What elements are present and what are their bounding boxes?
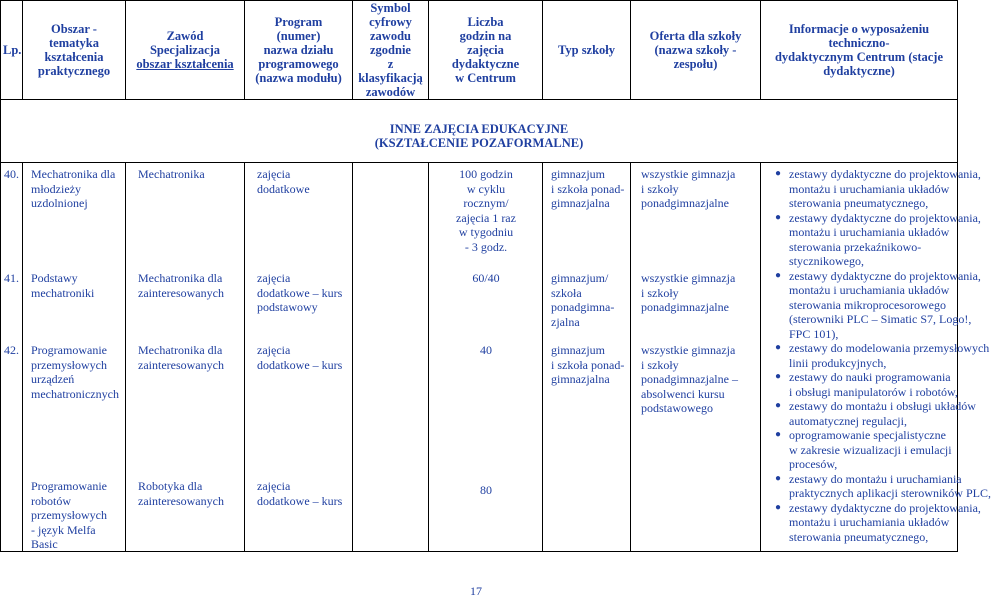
obszar-42: Programowanie przemysłowych urządzeń mechatronicznych bbox=[31, 343, 119, 401]
header-symbol: Symbol cyfrowy zawodu zgodnie z klasyfikacją zawodów bbox=[353, 1, 429, 100]
lp-41: 41. bbox=[4, 271, 19, 285]
bullet-icon: ● bbox=[775, 269, 782, 281]
liczba-40: 100 godzin w cyklu rocznym/ zajęcia 1 raz w tygodniu - 3 godz. bbox=[456, 167, 516, 254]
lp-42: 42. bbox=[4, 343, 19, 357]
col-program bbox=[245, 163, 353, 552]
typ-42: gimnazjum i szkoła ponad- gimnazjalna bbox=[551, 343, 625, 386]
equipment-item: ● oprogramowanie specjalistyczne w zakresie wizualizacji i emulacji procesów, bbox=[775, 428, 952, 471]
obszar-40: Mechatronika dla młodzieży uzdolnionej bbox=[31, 167, 116, 210]
col-obszar bbox=[23, 163, 126, 552]
section-title: INNE ZAJĘCIA EDUKACYJNE (KSZTAŁCENIE POZAFORMALNE) bbox=[1, 100, 958, 163]
col-zawod bbox=[126, 163, 245, 552]
equipment-item: ● zestawy do montażu i uruchamiania praktycznych aplikacji sterowników PLC, bbox=[775, 471, 991, 500]
zawod-40: Mechatronika bbox=[138, 167, 205, 181]
zawod-41: Mechatronika dla zainteresowanych bbox=[138, 271, 224, 300]
liczba-41: 60/40 bbox=[472, 271, 500, 285]
section-row bbox=[1, 100, 958, 163]
header-typ: Typ szkoły bbox=[543, 1, 631, 100]
col-informacje bbox=[761, 163, 991, 552]
program-40: zajęcia dodatkowe bbox=[257, 167, 310, 196]
lp-40: 40. bbox=[4, 167, 19, 181]
bullet-icon: ● bbox=[775, 211, 782, 223]
program-42: zajęcia dodatkowe – kurs bbox=[257, 343, 343, 372]
oferta-41: wszystkie gimnazja i szkoły ponadgimnazjalne bbox=[641, 271, 736, 314]
oferta-40: wszystkie gimnazja i szkoły ponadgimnazjalne bbox=[641, 167, 736, 210]
equipment-item: ● zestawy dydaktyczne do projektowania, montażu i uruchamiania układów sterowania mikroprocesorowego (sterowniki PLC – Simatic S7, Logo!, FPC 101), bbox=[775, 268, 981, 341]
bullet-icon: ● bbox=[775, 400, 782, 411]
bullet-icon: ● bbox=[775, 168, 782, 179]
zawod-42b: Robotyka dla zainteresowanych bbox=[138, 479, 224, 508]
page-number: 17 bbox=[470, 584, 482, 598]
header-oferta: Oferta dla szkoły (nazwa szkoły - zespołu) bbox=[631, 1, 761, 100]
liczba-42b: 80 bbox=[480, 483, 492, 497]
header-obszar: Obszar - tematyka kształcenia praktycznego bbox=[23, 1, 126, 100]
header-liczba: Liczba godzin na zajęcia dydaktyczne w Centrum bbox=[429, 1, 543, 100]
oferta-42: wszystkie gimnazja i szkoły ponadgimnazjalne – absolwenci kursu podstawowego bbox=[641, 343, 738, 415]
col-liczba bbox=[429, 163, 543, 552]
bullet-icon: ● bbox=[775, 342, 782, 353]
obszar-41: Podstawy mechatroniki bbox=[31, 271, 95, 300]
col-lp bbox=[1, 163, 23, 552]
header-row bbox=[1, 1, 958, 100]
col-typ bbox=[543, 163, 631, 552]
header-informacje: Informacje o wyposażeniu techniczno- dydaktycznym Centrum (stacje dydaktyczne) bbox=[761, 1, 958, 100]
bullet-icon: ● bbox=[775, 371, 782, 382]
liczba-42: 40 bbox=[480, 343, 492, 357]
equipment-item: ● zestawy dydaktyczne do projektowania, montażu i uruchamiania układów sterowania przekaźnikowo- stycznikowego, bbox=[775, 210, 981, 268]
typ-41: gimnazjum/ szkoła ponadgimna- zjalna bbox=[551, 271, 615, 329]
program-41: zajęcia dodatkowe – kurs podstawowy bbox=[257, 271, 343, 314]
equipment-item: ● zestawy do montażu i obsługi układów automatycznej regulacji, bbox=[775, 399, 976, 428]
body-row bbox=[1, 163, 958, 552]
program-42b: zajęcia dodatkowe – kurs bbox=[257, 479, 343, 508]
obszar-42b: Programowanie robotów przemysłowych - język Melfa Basic bbox=[31, 479, 107, 551]
zawod-42: Mechatronika dla zainteresowanych bbox=[138, 343, 224, 372]
equipment-item: ● zestawy dydaktyczne do projektowania, montażu i uruchamiania układów sterowania pneumatycznego, bbox=[775, 167, 981, 210]
header-program: Program (numer) nazwa działu programowego (nazwa modułu) bbox=[245, 1, 353, 100]
bullet-icon: ● bbox=[775, 429, 782, 440]
typ-40: gimnazjum i szkoła ponad- gimnazjalna bbox=[551, 167, 625, 210]
bullet-icon: ● bbox=[775, 472, 782, 484]
equipment-item: ● zestawy do nauki programowania i obsługi manipulatorów i robotów, bbox=[775, 370, 958, 399]
header-zawod: Zawód Specjalizacja obszar kształcenia bbox=[126, 1, 245, 100]
equipment-item: ● zestawy do modelowania przemysłowych linii produkcyjnych, bbox=[775, 341, 990, 370]
equipment-item: ● zestawy dydaktyczne do projektowania, montażu i uruchamiania układów sterowania pneumatycznego, bbox=[775, 500, 981, 544]
bullet-icon: ● bbox=[775, 501, 782, 513]
header-lp: Lp. bbox=[1, 1, 23, 100]
col-oferta bbox=[631, 163, 761, 552]
equipment-list bbox=[775, 167, 999, 544]
col-symbol bbox=[353, 163, 429, 552]
